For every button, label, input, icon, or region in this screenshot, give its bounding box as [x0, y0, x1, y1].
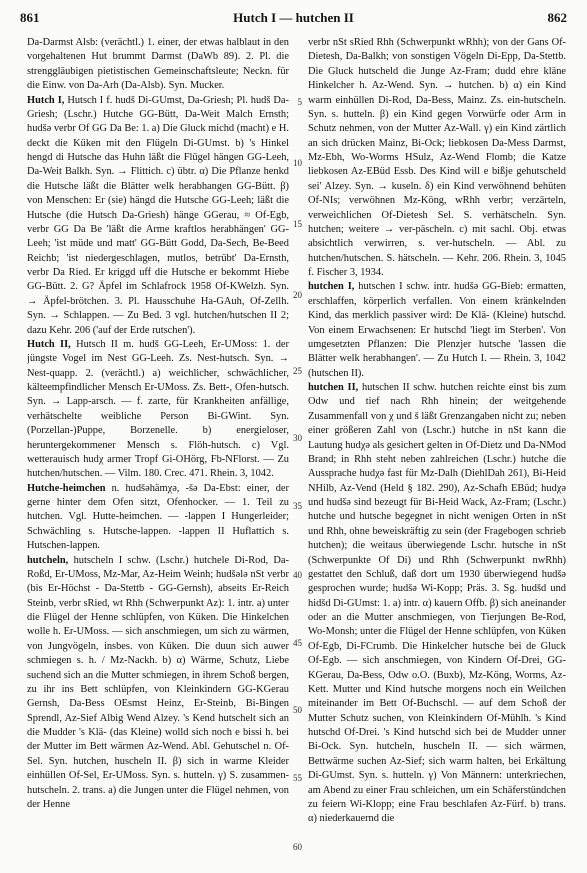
entry-headword: hutchen II, — [308, 382, 359, 393]
entry-headword: Hutche-heimchen — [27, 482, 106, 494]
line-number: 20 — [293, 290, 302, 300]
line-number: 30 — [293, 433, 302, 443]
dictionary-entry — [308, 280, 566, 381]
line-number: 50 — [293, 705, 302, 715]
entry-text: n. hudšəhämχə, -šə Da-Ebst: einer, der gerne hinter dem Ofen sitzt, Ofenhocker. — 1. Teil zu hutchen. Vgl. Hutte-heimchen. — -lappen I Hungerleider; Schwächling s. Hutsche-lappen. -lappen II Huflattich s. Hutschen-lappen. — [27, 482, 289, 552]
page-number-right: 862 — [547, 10, 567, 25]
right-column — [308, 36, 566, 868]
entry-text: hutschen I schw. intr. hudšə GG-Bieb: ermatten, erschlaffen, körperlich verfallen. Von einem kränkelnden Kind, das merklich passiver wird: De Klä- (Kleine) hutschd. Von einem Erwachsenen: Er hutschd 'liegt im Sterben'. Von umgesetzten Pflanzen: Die Plenzjer hutsche 'lassen die Blätter welk herabhangen'. — Zu Hutch I. — Rhein. 3, 1042 (hutschen II). — [308, 281, 566, 379]
left-column — [27, 36, 289, 868]
line-number: 15 — [293, 219, 302, 229]
entry-text: hutschen II schw. hutchen reichte einst bis zum Odw und tief nach Rhh hinein; der weitgehende Zusammenfall von χ und š läßt Grenzangaben nicht zu; neben einer größeren Zahl von (Lschr.) hutche in nSt kann die Lautung hudχə als gesichert gelten in Of-Dietz und Da-NMod Brand; in Rhh steht neben zahlreichen (Lschr.) hutche die Aussprache hudχə fast für Mz-Dalh (DiehlDah 261), Bi-Heid NHilb, Az-Vend (Held § 182. 290), Az-Schafh EBüd; hudχə und hudšə sind bezeugt für Bi-Heid Wack, Az-Fram; (Lschr.) hutche und hutsche begegnet in nicht wenigen Orten in nSt und Rhh, ohne beweiskräftig zu sein (der Fragebogen schrieb hutchen); die weitaus überwiegende Lschr. hutsche in nSt (Schwerpunkte Of Di) und Rhh (Schwerpunkt nwRhh) gestattet den Schluß, daß dort um 1930 überwiegend hudšə gesprochen wurde; hudšə Wi-Kopp; Präs. 3. Sg. hudšd und hidšd Di-GUmst: 1. a) intr. α) kauern Offb. β) sich aneinander oder an die Mutter anschmiegen, von Tierjungen Be-Rod, Wo-Monsh; unter die Flügel der Henne schlüpfen, von Küken Of-Egb, Di-FCrumb. Die Hinkelcher hutsche bei de Gluck Of-Egb. — sich anschmiegen, von Kindern Of-Drei, GG-KGerau, Da-Bess, Odw o.O. (Buxb), Mz-Köng, Worms, Az-Kett. Mutter und Kind hutsche morgens noch ein Weilchen miteinander im Bett Of-Buchschl. — auf dem Schoß der Mutter Schutz suchen, von Kleinkindern Of-Mühlh. 's Kind hutschd Of-Drei. 's Kind hutschd sich bei de Mudder unner Bi-Ock. Syn. hutcheln, huscheln II. — sich wärmen, Bettwärme suchen Az-Sief; sich warm halten, bei Erkältung Di-GUmst. Syn. s. hutteln. γ) Von Männern: unterkriechen, am Abend zu einer Frau schleichen, um ein Schäferstündchen zu feiern Wi-Klopp; eine Frau beschlafen Az-Fürf. b) trans. α) niederkauernd die — [308, 382, 566, 825]
entry-text: hutscheln I schw. (Lschr.) hutchele Di-Rod, Da-Roßd, Er-UMoss, Mz-Mar, Az-Heim Weinh; hudšələ nSt verbr (bis Er-Höchst - Da-Stettb - GG-Gernsh), abseits Er-Reich Steinb, verbr sRied, wt Rhh (Schwerpunkt Az): 1. intr. a) unter die Flügel der Henne schlüpfen, von Küken. Die Hinkelchen wolle h. Er-UMoss. — sich anschmiegen, um sich zu wärmen, von Jungvögeln, insbes. von Küken. Die duun sich auwer schmiegen s. h. / Mz-Nackh. b) α) Wärme, Schutz, Liebe suchend sich an die Mutter schmiegen, in ihrem Schoß bergen, zu ihr ins Bett schlüpfen, von Kleinkindern GG-KGerau Gernsh, Da-Bess OEsmst Heinz, Er-Steinb, Bi-Bingen Sprendl, Az-Sief Albig Wend Alzey. 's Kend hutschelt sich an die Mudder 's Klä- (das Kleine) wolld sich noch e bissi h. bei der Mutter im Bett wärmen Az-Wend. Abl. Gehutschel n. Of-Sel. Syn. hutchen, huscheln II. β) sich in warme Kleider einhüllen Of-Sel, Er-UMoss. Syn. s. hutteln. γ) S. zusammen-hutscheln. 2. trans. a) die Jungen unter die Flügel nehmen, von der Henne — [27, 554, 289, 810]
line-number: 55 — [293, 773, 302, 783]
entry-text: Hutsch II m. hudš GG-Leeh, Er-UMoss: 1. der jüngste Vogel im Nest GG-Leeh. Zs. Nest-hutsch. Syn. → Nest-quapp. 2. (verächtl.) a) weichlicher, schwächlicher, kälteempfindlicher Mensch Er-UMoss. Zs. Bett-, Ofen-hutsch. Syn. → Lapp-arsch. — f. zarte, für Krankheiten anfällige, verhätschelte weibliche Person Bi-GWint. Syn. (Porzellan-)Puppe, Borzenelle. b) energieloser, heruntergekommener Mensch s. Flöh-hutsch. c) Vgl. wetterauisch hudχ armer Tropf Gi-OHörg, Fb-NFlorst. — Zu hutchen/hutschen. — Vilm. 180. Crec. 471. Rhein. 3, 1042. — [27, 338, 289, 480]
entry-headword: hutcheln, — [27, 554, 69, 566]
entry-continuation: verbr nSt sRied Rhh (Schwerpunkt wRhh); von der Gans Of-Dietesh, Da-Balkh; von sonstigen Vögeln Di-Epp, Da-Stettb. Die Gluck hutscheld die Junge Az-Fram; dudd ehre kläne Hinkelcher h. Az-Wend. Syn. → hutchen. b) α) ein Kind warm einhüllen Di-Rod, Da-Bess, Mainz. Zs. ein-hutscheln. Syn. s. hutteln. β) ein Kind gegen Vorwürfe oder Arm in Schutz nehmen, von der Mutter Az-Wall. γ) ein Kind zärtlich an sich drücken Mainz, Bi-Ock; liebkosen Da-Mess Darmst, Mz-Ebh, Wo-Worms HSulz, Az-Wend Flomb; die Katze liebkosen Az-EBüd Essb. Des Kind will e bißje gehutscheld sei' Alzey. Syn. → kuseln. δ) ein Kind verwöhnend behüten Of-NIs; verwöhnen Mz-Köng, wRhh verbr; verzärteln, verweichlichen Of-Dietesh Sel. S. verhätscheln. Syn. hutchen; weitere → ver-päscheln. c) mit sachl. Obj. etwas absichtlich verwirren, s. ver-hutscheln. — Abl. zu hutchen/hutschen. S. hätscheln. — Kehr. 206. Rhein. 3, 1045 f. Fischer 3, 1934. — [308, 37, 566, 278]
line-number: 60 — [293, 842, 302, 852]
dictionary-entry — [27, 338, 289, 482]
line-number: 45 — [293, 638, 302, 648]
line-number: 10 — [293, 158, 302, 168]
entry-text: Hutsch I f. hudš Di-GUmst, Da-Griesh; Pl. hudš Da-Griesh; (Lschr.) Hutche GG-Bütt, Da-Weit Malch Ernsth; hudšə verbr Of GG Da Be: 1. a) Die Gluck michd (macht) e H. deckt die Küken mit den Flügeln Di-GUmst. b) 's Hinkel hengd di Hutsche das Huhn läßt die Flügel hängen GG-Leeh, Da-Weit Balkh. Syn. → Flittich. c) übtr. α) Die Pflanze henkd die Hutsche läßt die Blätter welk herabhangen GG-Bütt. β) von Menschen: Er (sie) hängd die Hutsche GG-Leeh; läßt die Hutsche (die Hutsch Da-Griesh) hänge GGerau, ≈ Of-Egb, verbr GG Da Be 'läßt die Arme kraftlos herabhängen' GG-Leeh; 'ist müde und matt' GG-Bütt Godd, Da-Sech, Be-Beed Reichb; 'ist niedergeschlagen, mutlos, betrübt' Da-Ernsth, verbr Da Ried. Er kriggd uff die Hutsche er bekommt Hiebe GG-Bütt. 2. G? Äpfel im Schlafrock 1958 Of-KWelzh. Syn. → Äpfel-brötchen. 3. Pl. Hausschuhe Ha-GAuh, Of-Zellh. Syn. → Schlappen. — Zu Bed. 3 vgl. hutchen/hutschen II 2; dazu Kehr. 206 ('auf der Erde rutschen'). — [27, 94, 289, 336]
entry-headword: Hutch I, — [27, 94, 65, 106]
page-number-left: 861 — [20, 10, 40, 25]
dictionary-entry — [27, 554, 289, 813]
line-number: 40 — [293, 570, 302, 580]
running-header — [20, 9, 567, 27]
line-number: 35 — [293, 501, 302, 511]
dictionary-entry — [27, 482, 289, 554]
entry-headword: Hutch II, — [27, 338, 71, 350]
entry-headword: hutchen I, — [308, 281, 355, 293]
line-number: 25 — [293, 366, 302, 376]
dictionary-entry — [308, 381, 566, 827]
running-title: Hutch I — hutchen II — [233, 10, 354, 25]
dictionary-entry — [27, 94, 289, 338]
entry-continuation: Da-Darmst Alsb: (verächtl.) 1. einer, der etwas halblaut in den vorgehaltenen Hut brummt Darmst (DaWb 89). 2. Pl. die strenggläubigen pietistischen Gemeinschaftsleute; Neckn. für die Einw. von Da-Arh (Da-Alsb). Syn. Mucker. — [27, 37, 289, 92]
line-number: 5 — [297, 97, 302, 107]
